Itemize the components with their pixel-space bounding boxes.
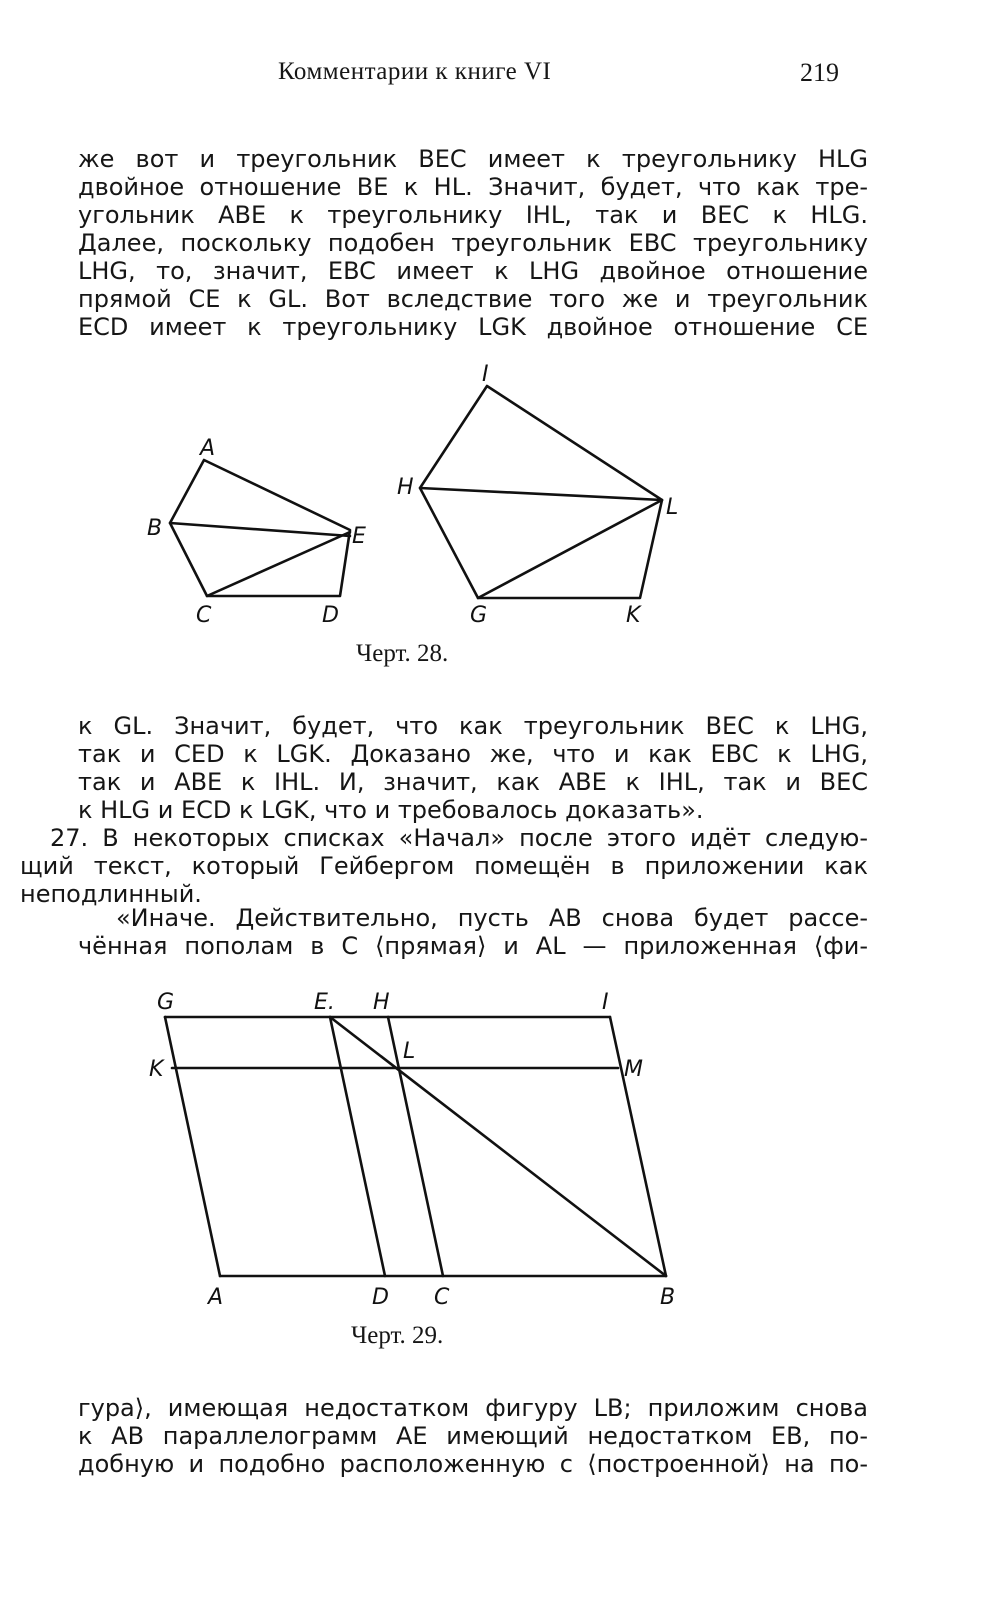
paragraph-middle xyxy=(20,712,868,908)
label-h: H xyxy=(397,475,414,500)
segment-ed xyxy=(330,1017,385,1276)
text-line: так и CED к LGK. Доказано же, что и как EBC к LHG, xyxy=(78,740,868,768)
segment-gl xyxy=(478,500,662,598)
segment-hc xyxy=(388,1017,443,1276)
label-c29: C xyxy=(434,1285,450,1310)
segment-hl xyxy=(420,488,662,500)
text-line: ECD имеет к треугольнику LGK двойное отношение CE xyxy=(78,313,868,341)
text-line: «Иначе. Действительно, пусть AB снова будет рассе- xyxy=(116,904,868,932)
label-i: I xyxy=(482,362,489,387)
text-line: чённая пополам в C ⟨прямая⟩ и AL — приложенная ⟨фи- xyxy=(78,932,868,960)
label-k: K xyxy=(626,603,641,628)
text-line: добную и подобно расположенную с ⟨построенной⟩ на по- xyxy=(78,1450,868,1478)
text-line: LHG, то, значит, EBC имеет к LHG двойное отношение xyxy=(78,257,868,285)
text-line: Далее, поскольку подобен треугольник EBC треугольнику xyxy=(78,229,868,257)
text-line: же вот и треугольник BEC имеет к треугольнику HLG xyxy=(78,145,868,173)
segment-be xyxy=(170,523,350,536)
label-c: C xyxy=(196,603,212,628)
text-line: прямой CE к GL. Вот вследствие того же и треугольник xyxy=(78,285,868,313)
text-line: неподлинный. xyxy=(20,880,202,908)
label-d29: D xyxy=(372,1285,389,1310)
segment-ce xyxy=(207,532,350,596)
segment-ga xyxy=(165,1017,220,1276)
label-h29: H xyxy=(373,990,390,1015)
running-head-title: Комментарии к книге VI xyxy=(278,58,552,85)
label-i29: I xyxy=(602,990,609,1015)
label-b: B xyxy=(147,516,163,541)
label-l: L xyxy=(666,495,679,520)
label-d: D xyxy=(322,603,339,628)
label-k29: K xyxy=(149,1057,164,1082)
paragraph-otherwise xyxy=(78,904,868,960)
text-line: к AB параллелограмм AE имеющий недостатком EB, по- xyxy=(78,1422,868,1450)
text-line: угольник ABE к треугольнику IHL, так и BEC к HLG. xyxy=(78,201,868,229)
text-line: щий текст, который Гейбергом помещён в приложении как xyxy=(20,852,868,880)
page-number: 219 xyxy=(800,58,839,87)
paragraph-bottom xyxy=(78,1394,868,1478)
text-line: так и ABE к IHL. И, значит, как ABE к IHL, так и BEC xyxy=(78,768,868,796)
label-g29: G xyxy=(157,990,175,1015)
label-a: A xyxy=(200,436,216,461)
figure-28-caption: Черт. 28. xyxy=(356,640,449,667)
segment-ib xyxy=(610,1017,666,1276)
label-b29: B xyxy=(660,1285,676,1310)
label-l29: L xyxy=(403,1039,416,1064)
text-line: к GL. Значит, будет, что как треугольник BEC к LHG, xyxy=(78,712,868,740)
label-m29: M xyxy=(624,1057,643,1082)
label-e29: E. xyxy=(314,990,335,1015)
figure-29-caption: Черт. 29. xyxy=(351,1322,444,1349)
text-line: двойное отношение BE к HL. Значит, будет, что как тре- xyxy=(78,173,868,201)
pentagon-abcde-outline xyxy=(170,460,350,596)
label-a29: A xyxy=(208,1285,224,1310)
text-line: к HLG и ECD к LGK, что и требовалось доказать». xyxy=(78,796,704,824)
segment-eb-diagonal xyxy=(330,1017,666,1276)
pentagon-ihlgk-outline xyxy=(420,386,662,598)
note-27-line: 27. В некоторых списках «Начал» после этого идёт следую- xyxy=(50,824,868,852)
text-line: гура⟩, имеющая недостатком фигуру LB; приложим снова xyxy=(78,1394,868,1422)
label-e: E xyxy=(352,524,366,549)
label-g: G xyxy=(470,603,488,628)
